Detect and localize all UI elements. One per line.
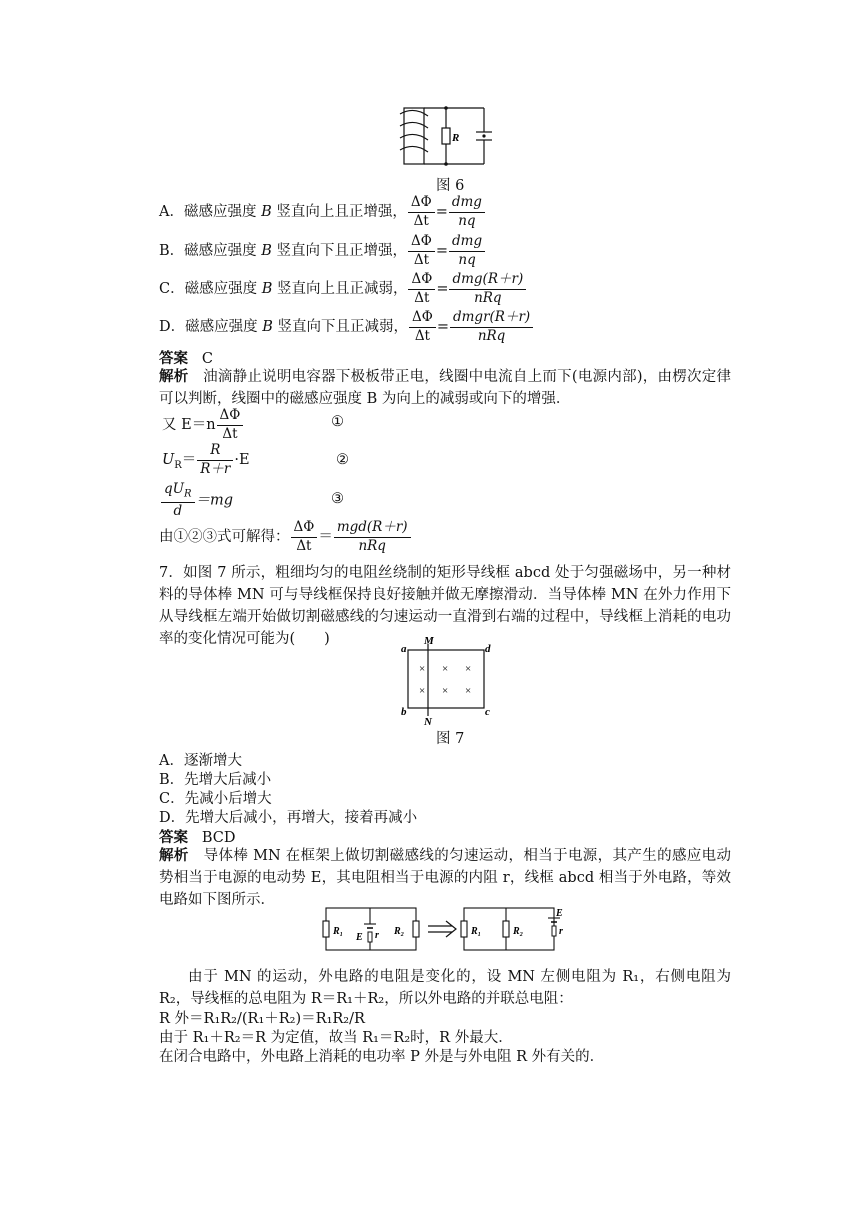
svg-text:×: ×: [442, 685, 449, 697]
svg-text:r: r: [559, 926, 563, 937]
q7-option-b: B．先增大后减小: [159, 772, 272, 788]
fig7-caption: 图 7: [436, 731, 465, 747]
svg-text:E: E: [356, 932, 363, 943]
fig7-label-n: N: [424, 716, 432, 726]
q6-solve: 由①②③式可解得： $\frac{\Delta\Phi}{\Delta t}$ ＝ $\frac{\text{mgd(R＋r)}}{\text{nRq}}$: [159, 521, 412, 553]
figure-7-frame: [398, 636, 498, 726]
q6-option-d: D．磁感应强度 B 竖直向下且正减弱， $\frac{\Delta\Phi}{\Delta t}$ = $\frac{\text{dmgr(R＋r)}}{\text{nRq}}$: [159, 311, 534, 343]
svg-text:R₂: R₂: [513, 926, 524, 937]
q6-eq3-mark: ③: [331, 491, 344, 507]
svg-text:R₂: R₂: [394, 926, 405, 937]
q6-option-a: A．磁感应强度 B 竖直向上且正增强， $\frac{\Delta\Phi}{\Delta t}$ = $\frac{\text{dmg}}{nq}$: [159, 196, 486, 228]
q7-option-c: C．先减小后增大: [159, 791, 272, 807]
q6-analysis: 解析 油滴静止说明电容器下极板带正电，线圈中电流自上而下(电源内部)，由楞次定律可以判断，线圈中的磁感应强度 B 为向上的减弱或向下的增强．: [159, 368, 732, 407]
q6-eq3: $\frac{qU_R}{d}$ ＝mg: [160, 483, 233, 518]
q7-paragraph-1: 由于 MN 的运动，外电路的电阻是变化的，设 MN 左侧电阻为 R₁，右侧电阻为 R₂，导线框的总电阻为 R＝R₁＋R₂，所以外电路的并联总电阻：: [159, 969, 731, 1007]
fig6-label-r: R: [452, 132, 460, 144]
svg-text:×: ×: [442, 663, 449, 675]
q7-paragraph-2: R 外＝R₁R₂/(R₁＋R₂)＝R₁R₂/R: [159, 1011, 365, 1027]
q6-eq2-mark: ②: [336, 452, 349, 468]
svg-text:r: r: [375, 930, 379, 941]
q6-eq2: $U_R=$ $\frac{R}{R+r}$ ·E: [162, 442, 250, 477]
equivalent-circuit: [318, 904, 572, 956]
fig7-label-c: c: [485, 706, 490, 718]
q6-option-c: C．磁感应强度 B 竖直向上且正减弱， $\frac{\Delta\Phi}{\Delta t}$ = $\frac{\text{dmg(R＋r)}}{\text{nRq}}$: [159, 273, 527, 305]
svg-text:R₁: R₁: [333, 926, 344, 937]
q7-analysis: 解析 导体棒 MN 在框架上做切割磁感线的匀速运动，相当于电源，其产生的感应电动势相当于电源的电动势 E，其电阻相当于电源的内阻 r，线框 abcd 相当于外电路，等效电路如下图所示．: [159, 847, 732, 908]
fig7-label-d: d: [485, 643, 491, 655]
fig7-label-m: M: [424, 636, 434, 647]
q7-paragraph-3: 由于 R₁＋R₂＝R 为定值，故当 R₁＝R₂时，R 外最大．: [159, 1030, 513, 1046]
q6-option-b: B．磁感应强度 B 竖直向下且正增强， $\frac{\Delta\Phi}{\Delta t}$ = $\frac{\text{dmg}}{nq}$: [159, 235, 486, 267]
q6-eq1-mark: ①: [331, 414, 344, 430]
q7-stem: 7．如图 7 所示，粗细均匀的电阻丝绕制的矩形导线框 abcd 处于匀强磁场中，另一种材料的导体棒 MN 可与导线框保持良好接触并做无摩擦滑动．当导体棒 MN 在外力作用下从导线框左端开始做切割磁感线的匀速运动一直滑到右端的过程中，导线框上消耗的电功率的变化情况可能为( ): [159, 565, 731, 647]
svg-text:×: ×: [419, 663, 426, 675]
q7-option-a: A．逐渐增大: [159, 753, 242, 769]
svg-text:×: ×: [465, 685, 472, 697]
field-cross-marks: [419, 663, 471, 697]
figure-6-circuit: [396, 100, 506, 172]
fig7-label-b: b: [401, 706, 407, 718]
q6-eq1: 又 E＝n $\frac{\Delta\Phi}{\Delta t}$: [162, 409, 244, 441]
svg-text:E: E: [556, 908, 563, 919]
fig7-label-a: a: [401, 643, 407, 655]
svg-text:×: ×: [419, 685, 426, 697]
svg-text:×: ×: [465, 663, 472, 675]
fig6-caption: 图 6: [436, 178, 465, 194]
q7-paragraph-4: 在闭合电路中，外电路上消耗的电功率 P 外是与外电阻 R 外有关的．: [159, 1049, 605, 1065]
q7-option-d: D．先增大后减小，再增大，接着再减小: [159, 810, 418, 826]
svg-text:R₁: R₁: [471, 926, 482, 937]
q7-answer: 答案 BCD: [159, 829, 236, 846]
q6-answer: 答案 C: [159, 350, 213, 367]
